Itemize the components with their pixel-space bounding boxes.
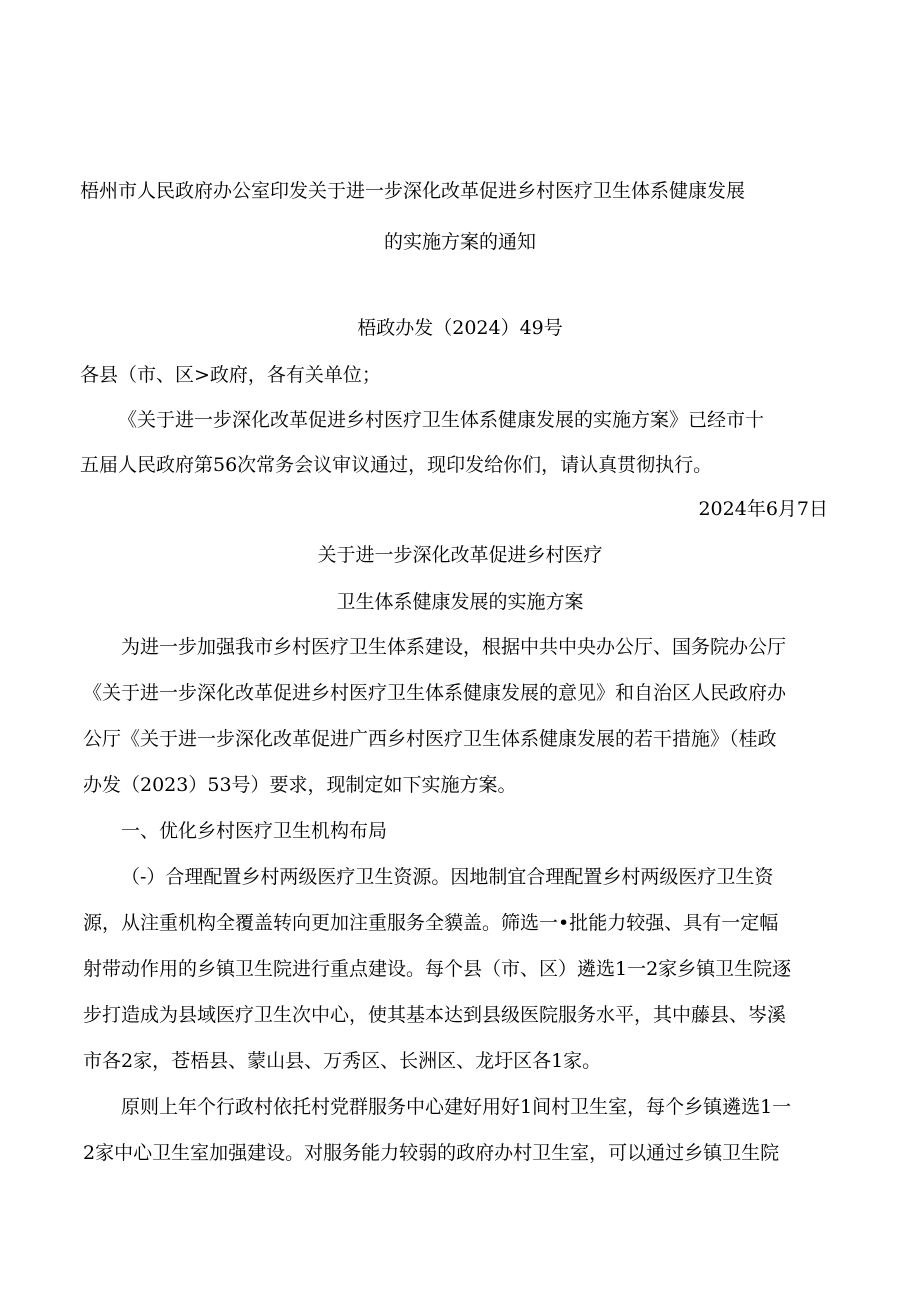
intro-line-2: 《关于进一步深化改革促进乡村医疗卫生体系健康发展的意见》和自治区人民政府办	[83, 682, 787, 704]
para-1-line-4: 步打造成为县域医疗卫生次中心，使其基本达到县级医院服务水平，其中藤县、岑溪	[83, 1004, 787, 1026]
title-line-1: 梧州市人民政府办公室印发关于进一步深化改革促进乡村医疗卫生体系健康发展	[80, 180, 746, 202]
intro-line-1: 为进一步加强我市乡村医疗卫生体系建设，根据中共中央办公厅、国务院办公厅	[121, 636, 787, 658]
notice-line-2: 五届人民政府第56次常务会议审议通过，现印发给你们，请认真贯彻执行。	[80, 454, 713, 476]
document-number: 梧政办发（2024）49号	[357, 317, 563, 339]
notice-line-1: 《关于进一步深化改革促进乡村医疗卫生体系健康发展的实施方案》已经市十	[118, 409, 765, 431]
intro-line-4: 办发（2023）53号）要求，现制定如下实施方案。	[83, 774, 517, 796]
section-1-heading: 一、优化乡村医疗卫生机构布局	[121, 820, 388, 842]
issue-date: 2024年6月7日	[698, 498, 828, 520]
intro-line-3: 公厅《关于进一步深化改革促进广西乡村医疗卫生体系健康发展的若干措施》（桂政	[83, 728, 777, 750]
para-1-line-5: 市各2家，苍梧县、蒙山县、万秀区、长洲区、龙圩区各1家。	[83, 1050, 602, 1072]
title-line-2: 的实施方案的通知	[383, 231, 536, 253]
para-2-line-1: 原则上年个行政村依托村党群服务中心建好用好1间村卫生室，每个乡镇遴选1一	[121, 1096, 792, 1118]
para-1-line-2: 源，从注重机构全覆盖转向更加注重服务全貘盖。筛选一•批能力较强、具有一定幅	[83, 912, 779, 934]
addressee: 各县（市、区>政府，各有关单位；	[80, 364, 381, 386]
para-1-line-3: 射带动作用的乡镇卫生院进行重点建设。每个县（市、区）遴选1一2家乡镇卫生院逐	[83, 958, 792, 980]
plan-title-line-1: 关于进一步深化改革促进乡村医疗	[317, 544, 603, 566]
para-2-line-2: 2家中心卫生室加强建设。对服务能力较弱的政府办村卫生室，可以通过乡镇卫生院	[83, 1142, 780, 1164]
para-1-line-1: （-）合理配置乡村两级医疗卫生资源。因地制宜合理配置乡村两级医疗卫生资	[121, 866, 774, 888]
plan-title-line-2: 卫生体系健康发展的实施方案	[336, 591, 584, 613]
